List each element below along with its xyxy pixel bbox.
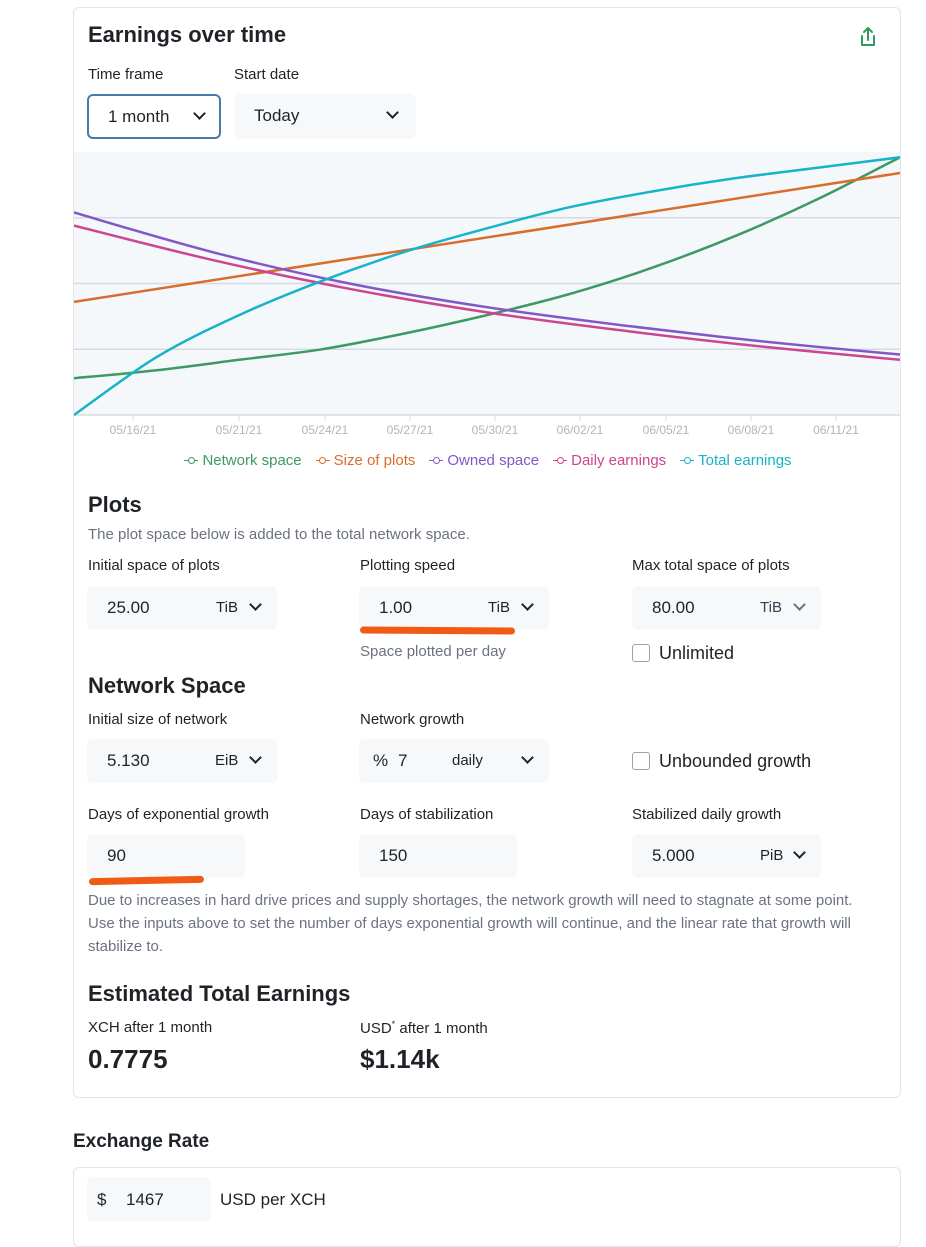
annotation-underline xyxy=(360,626,515,634)
startdate-select[interactable] xyxy=(234,94,416,139)
exchange-prefix: $ xyxy=(97,1190,107,1209)
legend-label: Total earnings xyxy=(698,452,792,469)
timeframe-select[interactable] xyxy=(87,94,221,139)
x-tick-label: 05/21/21 xyxy=(215,423,263,437)
chevron-down-icon xyxy=(386,106,399,119)
legend-item-size-of-plots[interactable] xyxy=(316,452,416,469)
usd-value: $1.14k xyxy=(360,1044,440,1074)
chevron-down-icon xyxy=(521,598,534,611)
usd-label-suffix: after 1 month xyxy=(399,1020,488,1037)
network-title: Network Space xyxy=(88,673,246,698)
chart-legend xyxy=(88,452,888,469)
startdate-value: Today xyxy=(254,106,300,125)
x-tick-label: 05/16/21 xyxy=(109,423,157,437)
earnings-title: Earnings over time xyxy=(88,22,287,47)
legend-marker-icon xyxy=(553,456,567,466)
plotting-speed-label: Plotting speed xyxy=(360,557,456,574)
stab-days-input[interactable] xyxy=(359,834,517,878)
plotting-speed-value: 1.00 xyxy=(379,598,413,617)
stab-days-value: 150 xyxy=(379,846,408,865)
initial-plots-label: Initial space of plots xyxy=(88,557,220,574)
earnings-chart xyxy=(74,152,900,442)
initial-network-unit[interactable]: EiB xyxy=(215,752,239,769)
plotting-speed-help: Space plotted per day xyxy=(360,643,506,660)
plots-title: Plots xyxy=(88,492,142,517)
xch-label: XCH after 1 month xyxy=(88,1019,213,1036)
unbounded-growth-label: Unbounded growth xyxy=(659,751,812,771)
timeframe-value: 1 month xyxy=(108,107,170,126)
initial-network-value: 5.130 xyxy=(107,751,150,770)
initial-network-input[interactable] xyxy=(87,739,278,783)
exchange-input[interactable] xyxy=(87,1177,211,1222)
export-share-icon[interactable] xyxy=(856,25,880,49)
unlimited-checkbox[interactable] xyxy=(632,644,650,662)
legend-marker-icon xyxy=(184,456,198,466)
max-plots-unit[interactable]: TiB xyxy=(760,599,782,616)
legend-marker-icon xyxy=(680,456,694,466)
legend-label: Size of plots xyxy=(333,452,416,469)
unbounded-growth-checkbox[interactable] xyxy=(632,752,650,770)
chevron-down-icon xyxy=(193,107,206,120)
network-growth-period[interactable]: daily xyxy=(452,752,483,769)
exp-days-label: Days of exponential growth xyxy=(88,806,269,823)
legend-item-network-space[interactable] xyxy=(184,452,301,469)
initial-plots-value: 25.00 xyxy=(107,598,150,617)
chevron-down-icon xyxy=(249,598,262,611)
max-plots-label: Max total space of plots xyxy=(632,557,790,574)
usd-label-star: * xyxy=(391,1019,396,1029)
network-growth-prefix: % xyxy=(373,751,389,770)
exchange-unit: USD per XCH xyxy=(220,1190,326,1209)
plots-description: The plot space below is added to the total network space. xyxy=(88,526,470,543)
chevron-down-icon xyxy=(793,846,806,859)
chevron-down-icon xyxy=(249,751,262,764)
stab-growth-label: Stabilized daily growth xyxy=(632,806,782,823)
legend-item-owned-space[interactable] xyxy=(429,452,539,469)
stab-days-label: Days of stabilization xyxy=(360,806,494,823)
legend-item-daily-earnings[interactable] xyxy=(553,452,666,469)
legend-label: Daily earnings xyxy=(571,452,667,469)
x-tick-label: 05/27/21 xyxy=(386,423,434,437)
startdate-label: Start date xyxy=(234,66,300,83)
stab-growth-unit[interactable]: PiB xyxy=(760,847,784,864)
x-tick-label: 06/02/21 xyxy=(556,423,604,437)
plotting-speed-input[interactable] xyxy=(359,586,549,630)
usd-label-prefix: USD xyxy=(360,1020,392,1037)
network-help: Due to increases in hard drive prices and supply shortages, the network growth will need to stagnate at some point. Use the inputs above to set the number of days exponential growth will continue, and the linear rate that growth will stabilize to. xyxy=(88,892,853,955)
stab-growth-value: 5.000 xyxy=(652,846,695,865)
exchange-title: Exchange Rate xyxy=(73,1131,210,1152)
network-growth-input[interactable] xyxy=(359,739,549,783)
plotting-speed-unit[interactable]: TiB xyxy=(488,599,510,616)
legend-label: Network space xyxy=(202,452,302,469)
chevron-down-icon xyxy=(793,598,806,611)
legend-item-total-earnings[interactable] xyxy=(680,452,791,469)
xch-value: 0.7775 xyxy=(88,1044,168,1074)
unlimited-label: Unlimited xyxy=(659,643,735,663)
stab-growth-input[interactable] xyxy=(632,834,822,878)
legend-label: Owned space xyxy=(447,452,540,469)
timeframe-label: Time frame xyxy=(88,66,164,83)
exp-days-input[interactable] xyxy=(87,834,245,878)
initial-network-label: Initial size of network xyxy=(88,711,228,728)
network-growth-label: Network growth xyxy=(360,711,465,728)
max-plots-value: 80.00 xyxy=(652,598,695,617)
usd-label xyxy=(360,1019,488,1037)
legend-marker-icon xyxy=(429,456,443,466)
x-tick-label: 05/30/21 xyxy=(471,423,519,437)
initial-plots-unit[interactable]: TiB xyxy=(216,599,238,616)
chevron-down-icon xyxy=(521,751,534,764)
exp-days-value: 90 xyxy=(107,846,126,865)
estimate-title: Estimated Total Earnings xyxy=(88,981,351,1006)
x-tick-label: 06/08/21 xyxy=(727,423,775,437)
x-tick-label: 06/11/21 xyxy=(813,423,859,437)
network-growth-value: 7 xyxy=(398,751,408,770)
max-plots-input[interactable] xyxy=(632,586,822,630)
x-tick-label: 06/05/21 xyxy=(642,423,690,437)
exchange-value: 1467 xyxy=(126,1190,164,1209)
legend-marker-icon xyxy=(316,456,330,466)
x-tick-label: 05/24/21 xyxy=(301,423,349,437)
initial-plots-input[interactable] xyxy=(87,586,278,630)
